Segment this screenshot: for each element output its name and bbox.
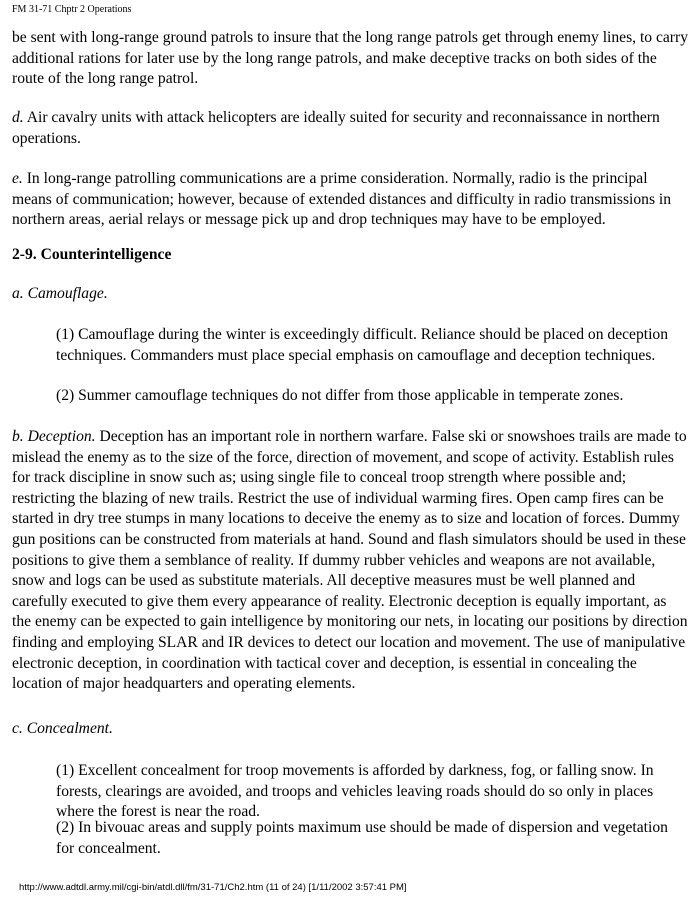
paragraph-b [12, 427, 688, 695]
paragraph-c2: (2) In bivouac areas and supply points maximum use should be made of dispersion and vegetation for concealment. [56, 819, 668, 857]
label-b: b. Deception. [12, 428, 96, 445]
paragraph-e-text: In long-range patrolling communications are a prime consideration. Normally, radio is the principal means of communication; however, because of extended distances and difficulty in radio transmissions in northern areas, aerial relays or message pick up and drop techniques may have to be employed. [12, 170, 672, 229]
label-a: a. Camouflage. [12, 285, 108, 302]
paragraph-d-text: Air cavalry units with attack helicopters are ideally suited for security and reconnaissance in northern operations. [12, 109, 660, 147]
label-c: c. Concealment. [12, 720, 113, 737]
paragraph-a1: (1) Camouflage during the winter is exceedingly difficult. Reliance should be placed on deception techniques. Commanders must place special emphasis on camouflage and deception techniques. [56, 326, 669, 364]
label-e: e. [12, 170, 23, 187]
paragraph-e [12, 169, 688, 231]
paragraph-c1: (1) Excellent concealment for troop movements is afforded by darkness, fog, or falling snow. In forests, clearings are avoided, and troops and vehicles leaving roads should do so only in places where the forest is near the road. [56, 762, 654, 821]
paragraph-b-text: Deception has an important role in northern warfare. False ski or snowshoes trails are made to mislead the enemy as to the size of the force, direction of movement, and scope of activity. Establish rules for track discipline in snow such as; using single file to conceal troop strength where possible and; restricting the blazing of new trails. Restrict the use of individual warming fires. Open camp fires can be started in dry tree stumps in many locations to deceive the enemy as to size and location of forces. Dummy gun positions can be constructed from materials at hand. Sound and flash simulators should be used in these positions to give them a semblance of reality. If dummy rubber vehicles and weapons are not available, snow and logs can be used as substitute materials. All deceptive measures must be well planned and carefully executed to give them every appearance of reality. Electronic deception is equally important, as the enemy can be expected to gain intelligence by monitoring our nets, in locating our positions by direction finding and employing SLAR and IR devices to detect our location and movement. The use of manipulative electronic deception, in coordination with tactical cover and deception, is essential in concealing the location of major headquarters and operating elements. [12, 428, 688, 693]
label-d: d. [12, 109, 24, 126]
subheading-camouflage [12, 284, 688, 305]
paragraph-d [12, 108, 688, 149]
page-footer-url: http://www.adtdl.army.mil/cgi-bin/atdl.dll/fm/31-71/Ch2.htm (11 of 24) [1/11/2002 3:57:41 PM] [19, 882, 407, 893]
page-header: FM 31-71 Chptr 2 Operations [12, 4, 132, 15]
section-heading: 2-9. Counterintelligence [12, 246, 172, 263]
paragraph-a2: (2) Summer camouflage techniques do not differ from those applicable in temperate zones. [56, 387, 624, 404]
paragraph-continuation: be sent with long-range ground patrols to insure that the long range patrols get through enemy lines, to carry additional rations for later use by the long range patrols, and make deceptive tracks on both sides of the route of the long range patrol. [12, 29, 688, 88]
subheading-concealment [12, 719, 688, 740]
